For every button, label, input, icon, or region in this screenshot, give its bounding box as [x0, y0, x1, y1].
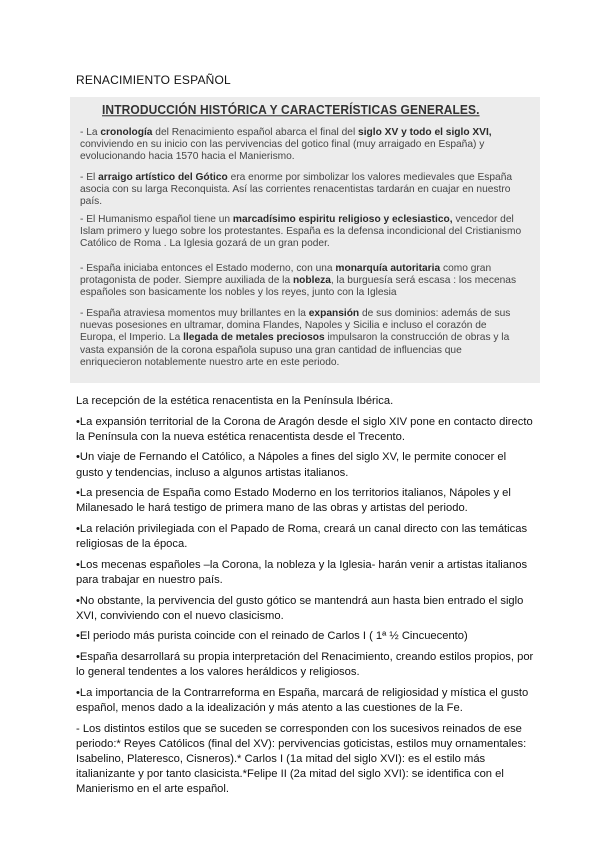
text-run: - El	[80, 172, 99, 183]
text-run: - España iniciaba entonces el Estado moderno, con una	[80, 263, 336, 274]
text-run: de sus dominios: además de sus nuevas posesiones en ultramar, domina Flandes, Napoles y Sicilia e incluso el corazón de Europa, el Imperio. La	[80, 308, 511, 344]
document-title: RENACIMIENTO ESPAÑOL	[76, 73, 231, 87]
scanned-paragraph	[80, 263, 524, 300]
bold-run: cronología	[100, 127, 153, 138]
text-run: conviviendo en su inicio con las pervivencias del gotico final (muy arraigado en España) y evolucionando hacia 1570 hacia el Manierismo.	[80, 139, 485, 163]
bold-run: arraigo artístico del Gótico	[98, 172, 228, 183]
text-run: del Renacimiento español abarca el final del	[152, 127, 359, 138]
body-paragraph: •La expansión territorial de la Corona de Aragón desde el siglo XIV pone en contacto directo la Península con la nueva estética renacentista desde el Trecento.	[76, 415, 533, 443]
body-paragraph: •España desarrollará su propia interpretación del Renacimiento, creando estilos propios, por lo general tendentes a los valores heráldicos y religiosos.	[76, 650, 534, 679]
scanned-heading: INTRODUCCIÓN HISTÓRICA Y CARACTERÍSTICAS GENERALES.	[102, 102, 480, 118]
scanned-paragraph	[80, 172, 524, 209]
body-paragraph: •La presencia de España como Estado Moderno en los territorios italianos, Nápoles y el Milanesado le hará testigo de primera mano de las obras y artistas del periodo.	[76, 487, 511, 515]
bold-run: monarquía autoritaria	[335, 263, 441, 274]
bold-run: marcadísimo espiritu religioso y eclesiastico,	[232, 214, 453, 225]
body-paragraph: •Un viaje de Fernando el Católico, a Nápoles a fines del siglo XV, le permite conocer el gusto y tendencias, incluso a algunos artistas italianos.	[76, 451, 507, 479]
body-paragraph: •El periodo más purista coincide con el reinado de Carlos I ( 1ª ½ Cincuecento)	[76, 630, 468, 643]
bold-run: expansión	[308, 308, 360, 319]
body-paragraph: - Los distintos estilos que se suceden se corresponden con los sucesivos reinados de ese periodo:* Reyes Católicos (final del XV): pervivencias goticistas, estilos muy ornamentales: Isabelino, Plateresco, Cisneros).* Carlos I (1a mitad del siglo XVI): es el estilo más italianizante y por tanto clasicista.*Felipe II (2a mitad del siglo XVI): se identifica con el Manierismo en el arte español.	[76, 722, 527, 796]
body-paragraph: •La importancia de la Contrarreforma en España, marcará de religiosidad y mística el gusto español, menos dado a la idealización y más atento a las cuestiones de la Fe.	[76, 686, 529, 714]
scanned-image-box	[70, 97, 540, 383]
body-paragraph: •No obstante, la pervivencia del gusto gótico se mantendrá aun hasta bien entrado el siglo XVI, conviviendo con el nuevo clasicismo.	[76, 594, 524, 622]
bold-run: siglo XV y todo el siglo XVI,	[358, 127, 492, 138]
scanned-paragraph	[80, 127, 524, 164]
scanned-paragraph	[80, 214, 524, 251]
text-run: - España atraviesa momentos muy brillantes en la	[80, 308, 309, 319]
text-run: vencedor del Islam primero y luego sobre los protestantes. España es la defensa incondicional del Cristianismo Católico de Roma . La Iglesia gozará de un gran poder.	[80, 214, 522, 250]
text-run: - La	[80, 127, 101, 138]
text-run: impulsaron la construcción de obras y la vasta expansión de la corona española supuso una gran cantidad de influencias que enriquecieron notablemente nuestro arte en este periodo.	[80, 332, 510, 368]
text-run: era enorme por simbolizar los valores medievales que España asocia con su larga Reconquista. Así las corrientes renacentistas tardarán en cuajar en nuestro país.	[80, 172, 513, 208]
scanned-paragraph	[80, 308, 524, 369]
text-run: como gran protagonista de poder. Siempre auxiliada de la	[80, 263, 492, 287]
body-paragraph: La recepción de la estética renacentista en la Península Ibérica.	[76, 395, 394, 407]
body-paragraph: •La relación privilegiada con el Papado de Roma, creará un canal directo con las temáticas religiosas de la época.	[76, 522, 528, 551]
text-run: - El Humanismo español tiene un	[80, 214, 233, 225]
body-text	[76, 394, 536, 803]
bold-run: llegada de metales preciosos	[183, 332, 325, 344]
bold-run: nobleza	[292, 275, 331, 287]
text-run: , la burguesía será escasa : los mecenas españoles son basicamente los nobles y los reyes, junto con la Iglesia	[80, 275, 517, 299]
body-paragraph: •Los mecenas españoles –la Corona, la nobleza y la Iglesia- harán venir a artistas italianos para trabajar en nuestro país.	[76, 558, 528, 586]
